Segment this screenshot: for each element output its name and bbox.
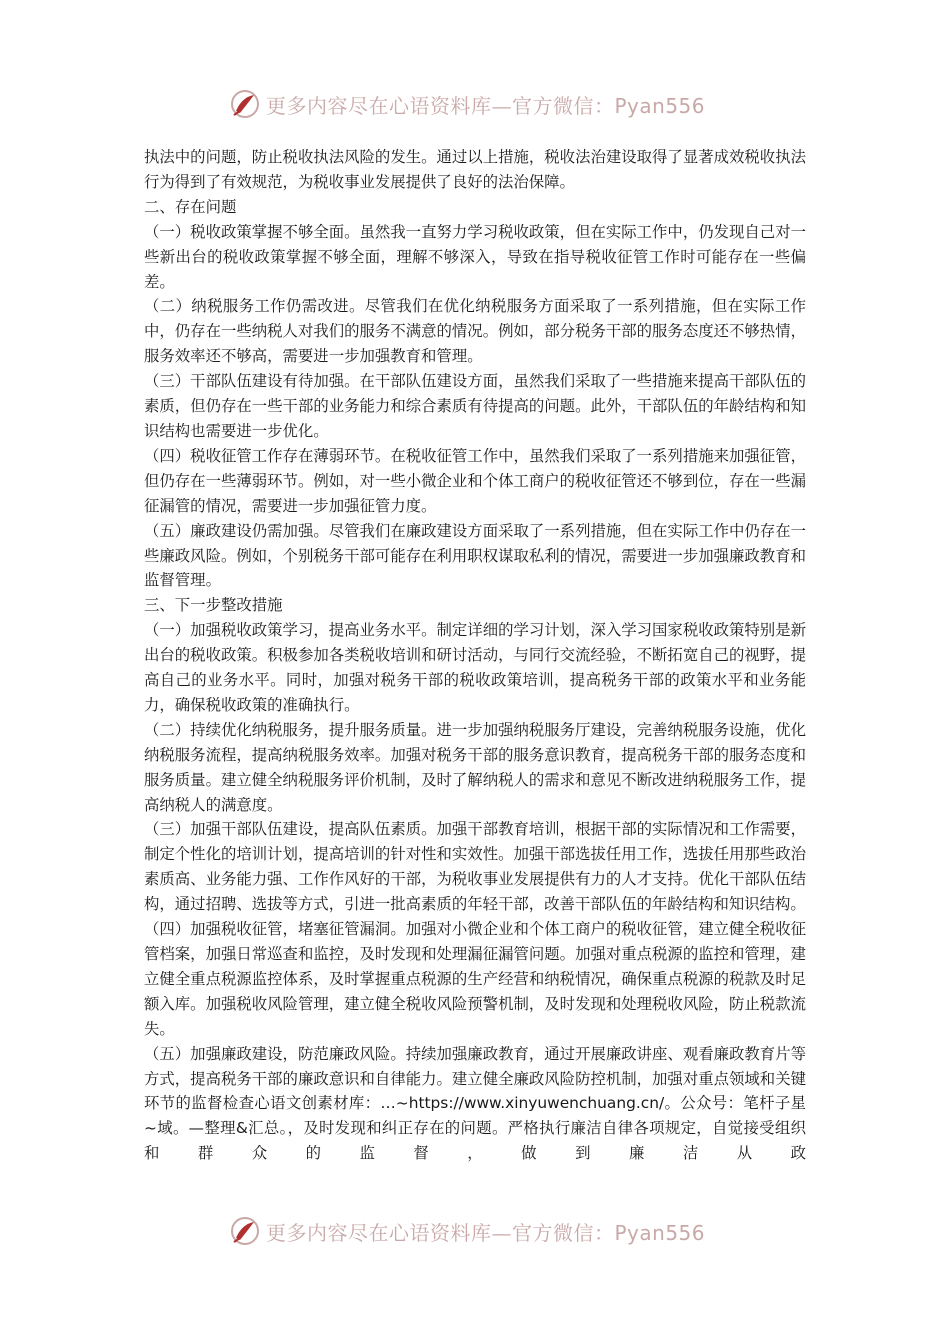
section2-item-4: （四）税收征管工作存在薄弱环节。在税收征管工作中，虽然我们采取了一系列措施来加强征管，但仍存在一些薄弱环节。例如，对一些小微企业和个体工商户的税收征管还不够到位，存在一些漏征漏管的情况，需要进一步加强征管力度。: [144, 446, 806, 515]
document-body: [144, 145, 806, 1166]
header-site-text: 更多内容尽在心语资料库—官方微信：: [266, 93, 615, 118]
section3-item-2: （二）持续优化纳税服务，提升服务质量。进一步加强纳税服务厅建设，完善纳税服务设施，优化纳税服务流程，提高纳税服务效率。加强对税务干部的服务意识教育，提高税务干部的服务态度和服务质量。建立健全纳税服务评价机制，及时了解纳税人的需求和意见不断改进纳税服务工作，提高纳税人的满意度。: [144, 720, 806, 814]
pen-logo-icon: [228, 87, 262, 121]
intro-continuation: 执法中的问题，防止税收执法风险的发生。通过以上措施，税收法治建设取得了显著成效税收执法行为得到了有效规范，为税收事业发展提供了良好的法治保障。: [144, 148, 806, 191]
section2-item-3: （三）干部队伍建设有待加强。在干部队伍建设方面，虽然我们采取了一些措施来提高干部队伍的素质，但仍存在一些干部的业务能力和综合素质有待提高的问题。此外，干部队伍的年龄结构和知识结构也需要进一步优化。: [144, 372, 806, 440]
header-banner-text: [266, 90, 705, 119]
section3-item-4: （四）加强税收征管，堵塞征管漏洞。加强对小微企业和个体工商户的税收征管，建立健全税收征管档案，加强日常巡查和监控，及时发现和处理漏征漏管问题。加强对重点税源的监控和管理，建立健全重点税源监控体系，及时掌握重点税源的生产经营和纳税情况，确保重点税源的税款及时足额入库。加强税收风险管理，建立健全税收风险预警机制，及时发现和处理税收风险，防止税款流失。: [144, 920, 806, 1038]
header-wechat-id: Pyan556: [614, 93, 706, 118]
pen-logo-icon: [228, 1214, 262, 1248]
footer-banner-text: [266, 1217, 705, 1246]
footer-site-text: 更多内容尽在心语资料库—官方微信：: [266, 1220, 615, 1245]
footer-banner-inner: [228, 1211, 705, 1251]
header-banner-inner: [228, 84, 705, 124]
section2-item-5: （五）廉政建设仍需加强。尽管我们在廉政建设方面采取了一系列措施，但在实际工作中仍存在一些廉政风险。例如，个别税务干部可能存在利用职权谋取私利的情况，需要进一步加强廉政教育和监督管理。: [144, 521, 806, 590]
section2-item-2: （二）纳税服务工作仍需改进。尽管我们在优化纳税服务方面采取了一系列措施，但在实际工作中，仍存在一些纳税人对我们的服务不满意的情况。例如，部分税务干部的服务态度还不够热情，服务效率还不够高，需要进一步加强教育和管理。: [144, 297, 806, 366]
footer-wechat-id: Pyan556: [614, 1220, 706, 1245]
section2-item-1: （一）税收政策掌握不够全面。虽然我一直努力学习税收政策，但在实际工作中，仍发现自己对一些新出台的税收政策掌握不够全面，理解不够深入，导致在指导税收征管工作时可能存在一些偏差。: [144, 222, 806, 291]
footer-banner: [0, 1211, 950, 1251]
section3-item-3: （三）加强干部队伍建设，提高队伍素质。加强干部教育培训，根据干部的实际情况和工作需要，制定个性化的培训计划，提高培训的针对性和实效性。加强干部选拔任用工作，选拔任用那些政治素质高、业务能力强、工作作风好的干部，为税收事业发展提供有力的人才支持。优化干部队伍结构，通过招聘、选拔等方式，引进一批高素质的年轻干部，改善干部队伍的年龄结构和知识结构。: [144, 820, 806, 914]
section2-heading: 二、存在问题: [144, 197, 237, 216]
header-banner: [0, 84, 950, 124]
section3-item-5: （五）加强廉政建设，防范廉政风险。持续加强廉政教育，通过开展廉政讲座、观看廉政教育片等方式，提高税务干部的廉政意识和自律能力。建立健全廉政风险防控机制，加强对重点领域和关键环节的监督检查心语文创素材库：…~https://www.xinyuwenchuang.cn/。公众号：笔杆子星~域。—整理&汇总。，及时发现和纠正存在的问题。严格执行廉洁自律各项规定，自觉接受组织和群众的监督，做到廉洁从政: [144, 1044, 806, 1163]
section3-heading: 三、下一步整改措施: [144, 596, 283, 615]
section3-item-1: （一）加强税收政策学习，提高业务水平。制定详细的学习计划，深入学习国家税收政策特别是新出台的税收政策。积极参加各类税收培训和研讨活动，与同行交流经验，不断拓宽自己的视野，提高自己的业务水平。同时，加强对税务干部的税收政策培训，提高税务干部的政策水平和业务能力，确保税收政策的准确执行。: [144, 621, 806, 714]
